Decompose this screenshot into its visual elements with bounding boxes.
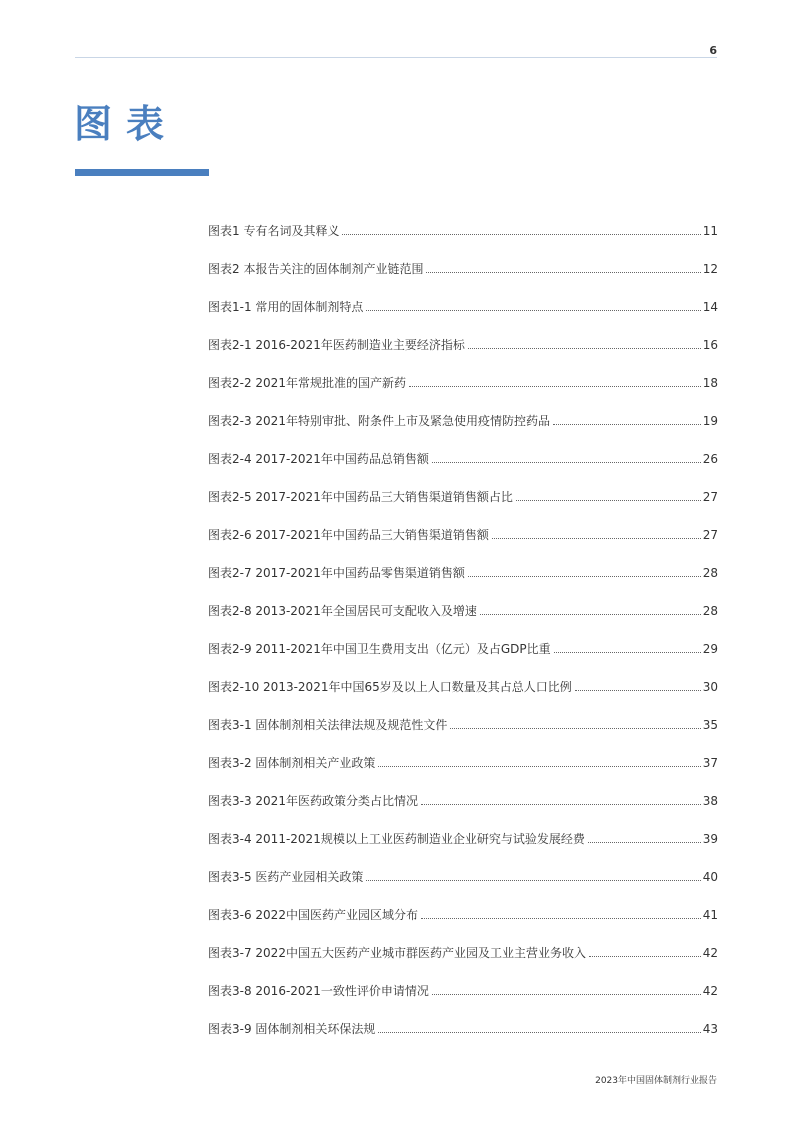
toc-entry-page: 11 [702,224,718,238]
page-number: 6 [709,44,717,57]
toc-entry-page: 27 [702,528,718,542]
toc-entry[interactable] [208,542,718,580]
dot-leader [421,804,701,805]
dot-leader [480,614,701,615]
toc-entry-label: 图表1 专有名词及其释义 [208,224,340,238]
footer-report-title: 2023年中国固体制剂行业报告 [595,1076,717,1086]
toc-entry[interactable] [208,352,718,390]
dot-leader [432,462,701,463]
toc-entry-label: 图表2-10 2013-2021年中国65岁及以上人口数量及其占总人口比例 [208,680,572,694]
toc-entry-page: 40 [702,870,718,884]
toc-entry-label: 图表2-8 2013-2021年全国居民可支配收入及增速 [208,604,477,618]
dot-leader [554,652,701,653]
toc-entry[interactable] [208,884,718,922]
toc-entry-label: 图表2-3 2021年特别审批、附条件上市及紧急使用疫情防控药品 [208,414,550,428]
toc-entry[interactable] [208,314,718,352]
toc-entry-label: 图表3-5 医药产业园相关政策 [208,870,364,884]
dot-leader [468,348,701,349]
dot-leader [492,538,701,539]
dot-leader [516,500,701,501]
toc-entry-label: 图表3-9 固体制剂相关环保法规 [208,1022,376,1036]
toc-entry-label: 图表2-6 2017-2021年中国药品三大销售渠道销售额 [208,528,489,542]
toc-entry-label: 图表3-6 2022中国医药产业园区域分布 [208,908,418,922]
toc-entry[interactable] [208,922,718,960]
title-underline-bar [75,169,209,176]
toc-entry-page: 38 [702,794,718,808]
toc-entry-label: 图表3-2 固体制剂相关产业政策 [208,756,376,770]
toc-entry-page: 30 [702,680,718,694]
toc-entry[interactable] [208,998,718,1036]
toc-entry-label: 图表2-2 2021年常规批准的国产新药 [208,376,406,390]
toc-entry-page: 41 [702,908,718,922]
toc-entry-label: 图表2-1 2016-2021年医药制造业主要经济指标 [208,338,465,352]
dot-leader [588,842,701,843]
page-title: 图表 [74,101,179,146]
toc-entry-label: 图表3-4 2011-2021规模以上工业医药制造业企业研究与试验发展经费 [208,832,585,846]
toc-entry[interactable] [208,846,718,884]
toc-entry[interactable] [208,200,718,238]
dot-leader [450,728,700,729]
toc-entry[interactable] [208,428,718,466]
toc-entry-page: 39 [702,832,718,846]
dot-leader [366,310,700,311]
toc-entry[interactable] [208,732,718,770]
toc-entry[interactable] [208,504,718,542]
toc-entry-page: 42 [702,984,718,998]
dot-leader [553,424,701,425]
toc-entry-page: 12 [702,262,718,276]
toc-entry-page: 28 [702,566,718,580]
toc-entry[interactable] [208,656,718,694]
figure-list [208,200,718,1036]
toc-entry-page: 27 [702,490,718,504]
toc-entry[interactable] [208,276,718,314]
toc-entry-label: 图表3-7 2022中国五大医药产业城市群医药产业园及工业主营业务收入 [208,946,586,960]
toc-entry-label: 图表3-3 2021年医药政策分类占比情况 [208,794,418,808]
dot-leader [426,272,700,273]
toc-entry[interactable] [208,466,718,504]
dot-leader [589,956,701,957]
toc-entry-label: 图表3-1 固体制剂相关法律法规及规范性文件 [208,718,448,732]
toc-entry[interactable] [208,238,718,276]
toc-entry[interactable] [208,770,718,808]
toc-entry[interactable] [208,808,718,846]
dot-leader [378,766,700,767]
dot-leader [366,880,700,881]
toc-entry-label: 图表2-9 2011-2021年中国卫生费用支出（亿元）及占GDP比重 [208,642,551,656]
toc-entry[interactable] [208,618,718,656]
toc-entry-page: 29 [702,642,718,656]
toc-entry-label: 图表2 本报告关注的固体制剂产业链范围 [208,262,424,276]
toc-entry-label: 图表2-7 2017-2021年中国药品零售渠道销售额 [208,566,465,580]
toc-entry[interactable] [208,390,718,428]
toc-entry[interactable] [208,960,718,998]
toc-entry-label: 图表2-4 2017-2021年中国药品总销售额 [208,452,429,466]
toc-entry[interactable] [208,580,718,618]
dot-leader [468,576,701,577]
toc-entry-page: 14 [702,300,718,314]
toc-entry-page: 16 [702,338,718,352]
dot-leader [409,386,701,387]
dot-leader [342,234,700,235]
toc-entry-page: 26 [702,452,718,466]
toc-entry-label: 图表2-5 2017-2021年中国药品三大销售渠道销售额占比 [208,490,513,504]
toc-entry[interactable] [208,694,718,732]
dot-leader [378,1032,700,1033]
toc-entry-page: 42 [702,946,718,960]
header-rule [75,57,717,58]
dot-leader [421,918,701,919]
toc-entry-page: 18 [702,376,718,390]
toc-entry-page: 37 [702,756,718,770]
toc-entry-page: 35 [702,718,718,732]
toc-entry-label: 图表3-8 2016-2021一致性评价申请情况 [208,984,429,998]
toc-entry-page: 19 [702,414,718,428]
dot-leader [575,690,701,691]
toc-entry-label: 图表1-1 常用的固体制剂特点 [208,300,364,314]
toc-entry-page: 28 [702,604,718,618]
toc-entry-page: 43 [702,1022,718,1036]
dot-leader [432,994,701,995]
